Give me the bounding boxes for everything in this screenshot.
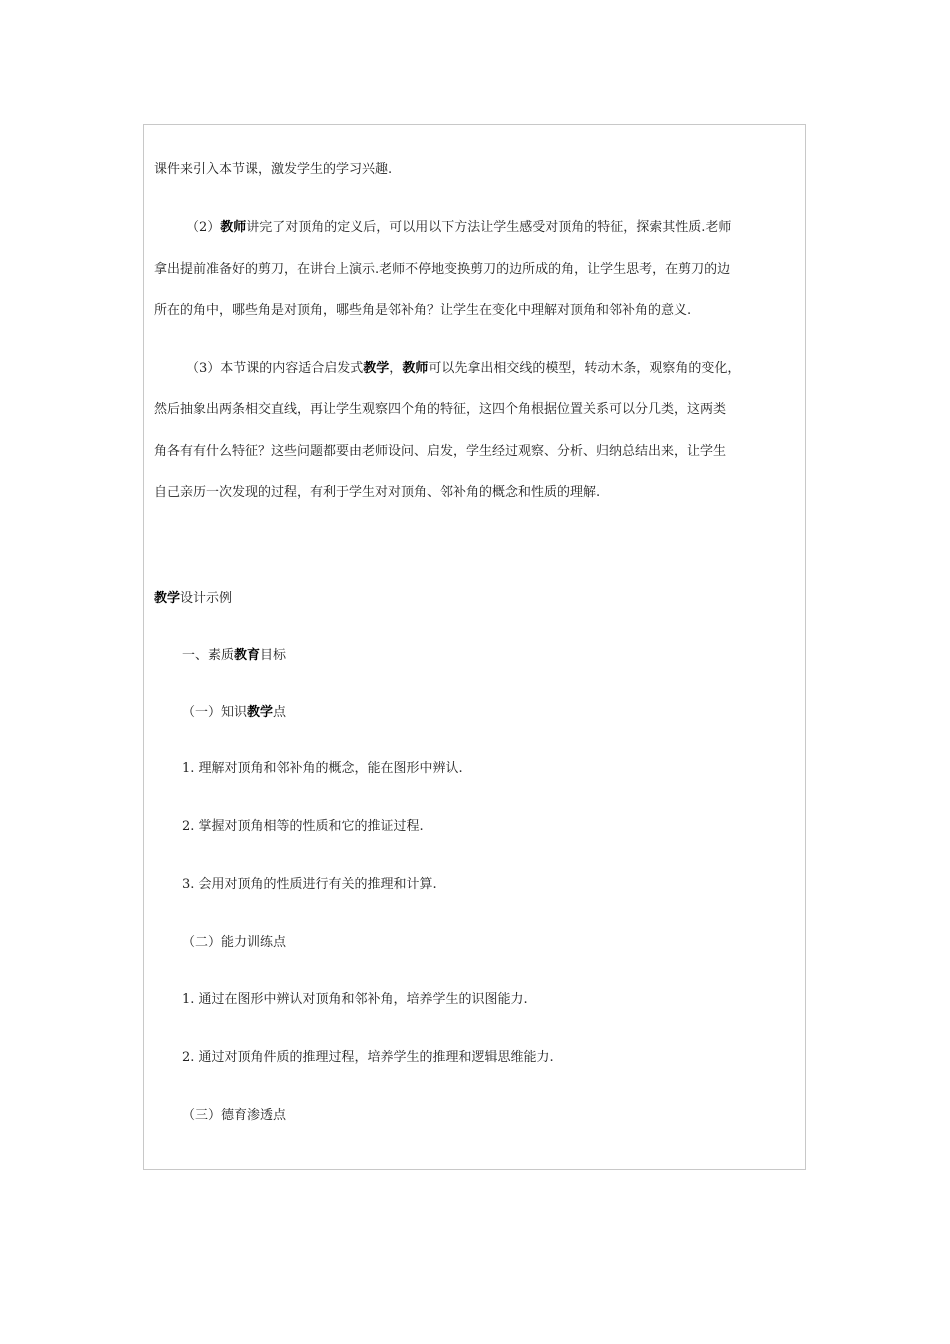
- text: 然后抽象出两条相交直线，再让学生观察四个角的特征，这四个角根据位置关系可以分几类，这两类: [154, 402, 727, 417]
- text: （三）德育渗透点: [182, 1108, 287, 1123]
- text: ，: [389, 361, 403, 376]
- keyword-link[interactable]: 教师: [220, 220, 247, 235]
- text: （2）: [186, 220, 221, 235]
- text: 自己亲历一次发现的过程，有利于学生对对顶角、邻补角的概念和性质的理解.: [154, 485, 601, 500]
- moral-heading: [182, 1107, 286, 1125]
- knowledge-item-1: [182, 760, 463, 778]
- knowledge-item-2: [182, 818, 424, 836]
- keyword-link[interactable]: 教学: [363, 361, 390, 376]
- text: 目标: [260, 648, 287, 663]
- text: 拿出提前准备好的剪刀，在讲台上演示.老师不停地变换剪刀的边所成的角，让学生思考，在剪刀的边: [154, 262, 731, 277]
- text: 课件来引入本节课，激发学生的学习兴趣.: [154, 162, 393, 177]
- keyword-link[interactable]: 教学: [154, 591, 181, 606]
- ability-heading: [182, 934, 286, 952]
- knowledge-heading: [182, 704, 286, 722]
- paragraph-2-line-3: [154, 302, 691, 320]
- goal-heading: [182, 647, 286, 665]
- paragraph-3-line-4: [154, 484, 600, 502]
- text: 1. 通过在图形中辨认对顶角和邻补角，培养学生的识图能力.: [182, 992, 528, 1007]
- text: 点: [273, 705, 287, 720]
- paragraph-2-line-1: [186, 219, 731, 237]
- text: 角各有有什么特征？这些问题都要由老师设问、启发，学生经过观察、分析、归纳总结出来，让学生: [154, 444, 727, 459]
- paragraph-3-line-3: [154, 443, 726, 461]
- text: 2. 通过对顶角件质的推理过程，培养学生的推理和逻辑思维能力.: [182, 1050, 554, 1065]
- keyword-link[interactable]: 教学: [247, 705, 274, 720]
- paragraph-2-line-2: [154, 261, 730, 279]
- paragraph-3-line-2: [154, 401, 726, 419]
- ability-item-2: [182, 1049, 554, 1067]
- text: 可以先拿出相交线的模型，转动木条，观察角的变化，: [428, 361, 741, 376]
- ability-item-1: [182, 991, 528, 1009]
- paragraph-intro-line: [154, 161, 392, 179]
- paragraph-3-line-1: [186, 360, 740, 378]
- text: 2. 掌握对顶角相等的性质和它的推证过程.: [182, 819, 424, 834]
- text: 3. 会用对顶角的性质进行有关的推理和计算.: [182, 877, 437, 892]
- text: （一）知识: [182, 705, 248, 720]
- text: 1. 理解对顶角和邻补角的概念，能在图形中辨认.: [182, 761, 463, 776]
- text: （3）本节课的内容适合启发式: [186, 361, 364, 376]
- keyword-link[interactable]: 教师: [402, 361, 429, 376]
- text: 所在的角中，哪些角是对顶角，哪些角是邻补角？让学生在变化中理解对顶角和邻补角的意义.: [154, 303, 692, 318]
- knowledge-item-3: [182, 876, 437, 894]
- text: 讲完了对顶角的定义后，可以用以下方法让学生感受对顶角的特征，探索其性质.老师: [246, 220, 732, 235]
- keyword-link[interactable]: 教育: [234, 648, 261, 663]
- text: （二）能力训练点: [182, 935, 287, 950]
- text: 一、素质: [182, 648, 235, 663]
- section-title: [154, 590, 232, 608]
- text: 设计示例: [180, 591, 233, 606]
